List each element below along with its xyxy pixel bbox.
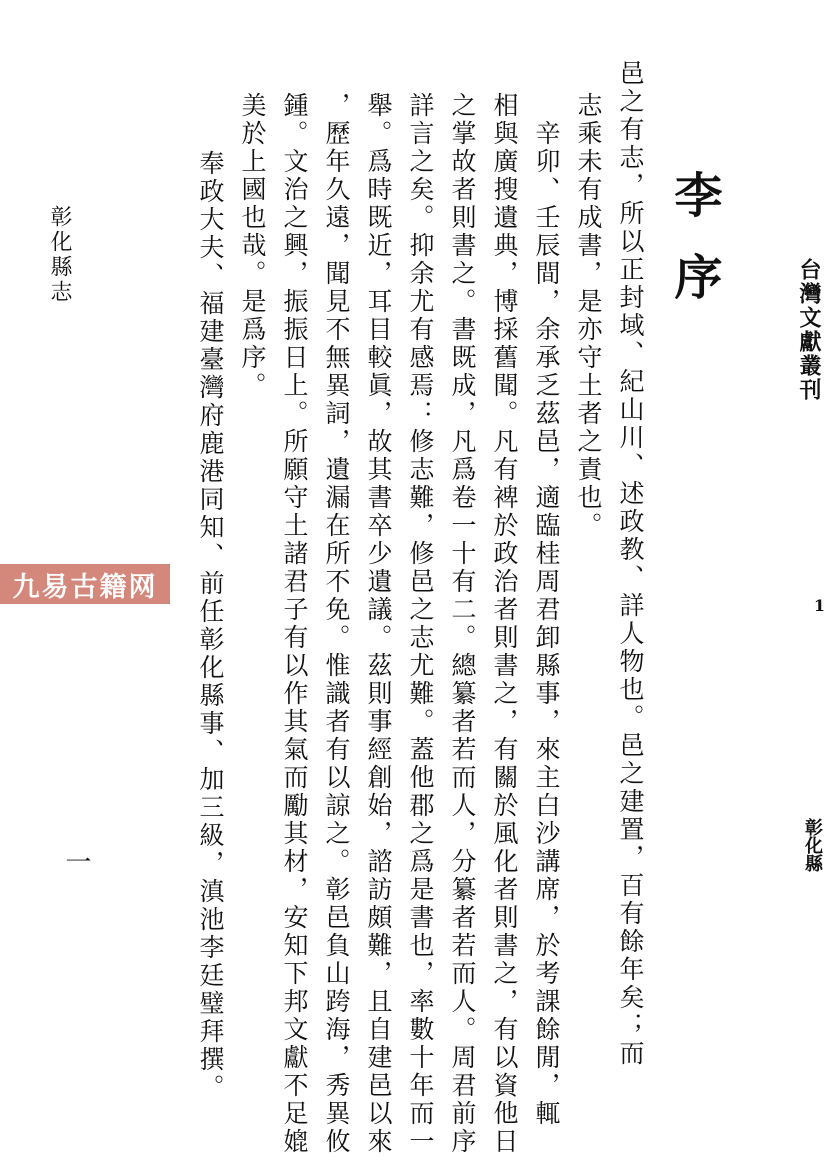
body-column-9: 鍾。文治之興，振振日上。所願守土諸君子有以作其氣而勵其材，安知下邦文獻不足媲: [280, 92, 309, 1156]
body-column-10: 美於上國也哉。是爲序。: [238, 92, 267, 400]
page-number: 一: [61, 848, 91, 874]
body-column-4: 相與廣搜遺典，博採舊聞。凡有裨於政治者則書之，有關於風化者則書之，有以資他日: [490, 92, 519, 1156]
body-column-1: 邑之有志，所以正封域、紀山川、述政教、詳人物也。邑之建置，百有餘年矣；而: [616, 60, 645, 1068]
body-column-6: 詳言之矣。抑余尤有感焉：修志難，修邑之志尤難。蓋他郡之爲是書也，率數十年而一: [406, 92, 435, 1156]
body-column-5: 之掌故者則書之。書既成，凡爲卷一十有二。總纂者若而人，分纂者若而人。周君前序: [448, 92, 477, 1156]
preface-title: 李序: [666, 170, 722, 334]
signature: 奉政大夫、福建臺灣府鹿港同知、前任彰化縣事、加三級，滇池李廷璧拜撰。: [196, 150, 225, 1102]
running-head: 彰化縣志: [47, 205, 72, 305]
body-column-2: 志乘未有成書，是亦守土者之責也。: [574, 92, 603, 540]
watermark-banner: 九易古籍网: [0, 564, 170, 604]
body-column-8: ，歷年久遠，聞見不無異詞，遺漏在所不免。惟識者有以諒之。彰邑負山跨海，秀異攸: [322, 92, 351, 1156]
body-column-7: 舉。爲時既近，耳目較眞，故其書卒少遺議。茲則事經創始，諮訪頗難，且自建邑以來: [364, 92, 393, 1156]
edge-number: 1: [813, 596, 825, 615]
body-column-3: 辛卯、壬辰間，余承乏茲邑，適臨桂周君卸縣事，來主白沙講席，於考課餘閒，輒: [532, 92, 561, 1128]
edge-mark: 彰化縣: [802, 818, 823, 872]
edge-series-title: 台灣文獻叢刊: [796, 258, 822, 402]
